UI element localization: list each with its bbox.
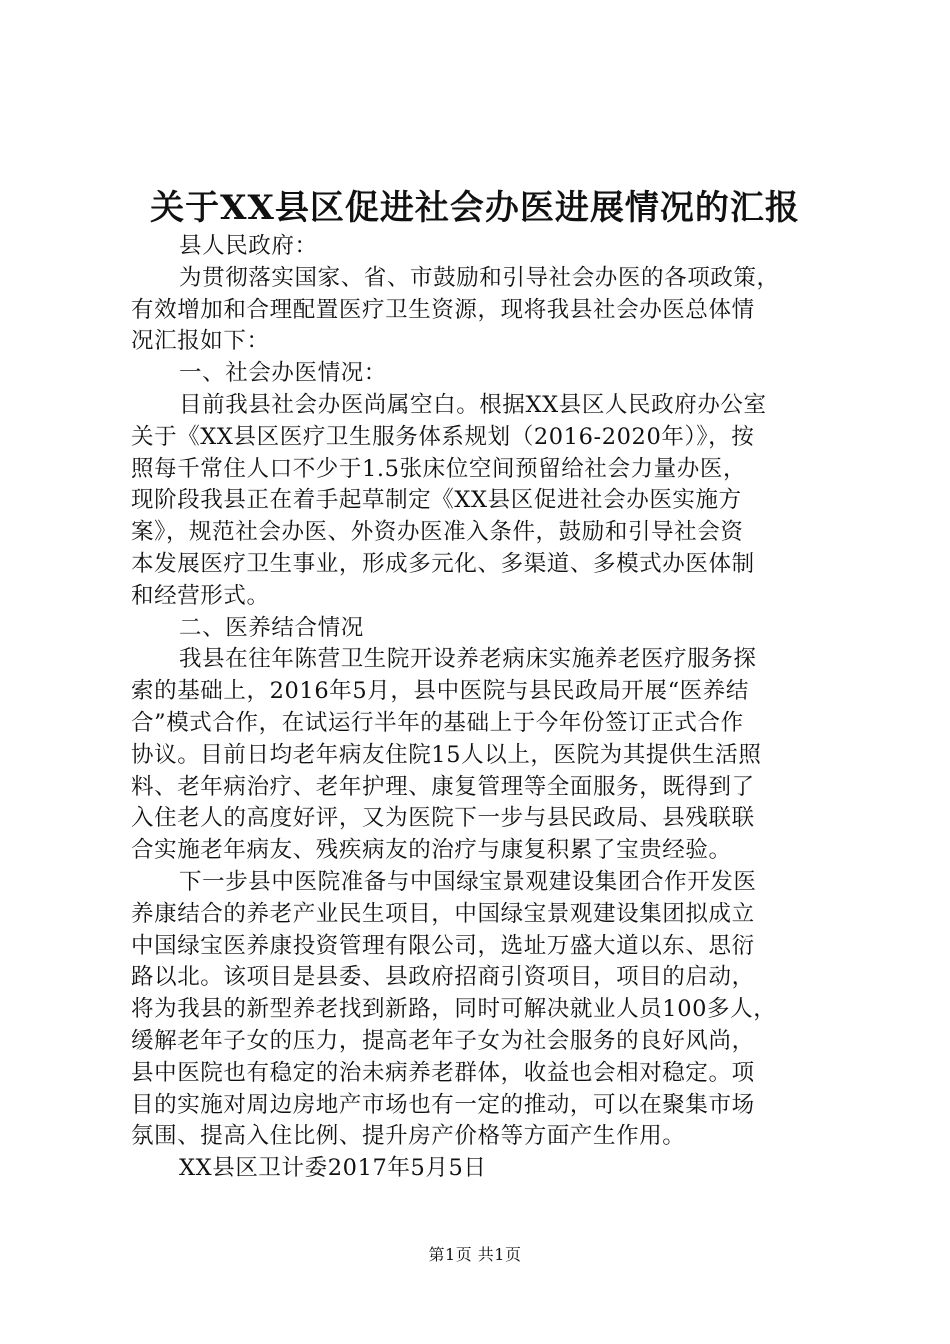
body-line: 养康结合的养老产业民生项目，中国绿宝景观建设集团拟成立	[131, 900, 755, 927]
body-line: 目的实施对周边房地产市场也有一定的推动，可以在聚集市场	[131, 1091, 755, 1118]
body-line: 县人民政府：	[179, 233, 318, 259]
body-line: 合实施老年病友、残疾病友的治疗与康复积累了宝贵经验。	[131, 837, 732, 864]
body-line: 照每千常住人口不少于1.5张床位空间预留给社会力量办医，	[131, 455, 747, 482]
document-body	[131, 231, 843, 1185]
body-line: 关于《XX县区医疗卫生服务体系规划（2016-2020年）》，按	[131, 423, 755, 450]
body-line: 况汇报如下：	[131, 328, 270, 355]
body-line: 我县在往年陈营卫生院开设养老病床实施养老医疗服务探	[179, 646, 757, 673]
document-title: 关于XX县区促进社会办医进展情况的汇报	[150, 188, 800, 228]
body-line: 合”模式合作，在试运行半年的基础上于今年份签订正式合作	[131, 709, 744, 736]
page-footer: 第1页 共1页	[428, 1245, 522, 1264]
body-line: XX县区卫计委2017年5月5日	[179, 1155, 487, 1182]
body-line: 一、社会办医情况：	[179, 360, 387, 387]
body-line: 二、医养结合情况	[179, 614, 364, 641]
body-line: 料、老年病治疗、老年护理、康复管理等全面服务，既得到了	[131, 773, 755, 800]
body-line: 目前我县社会办医尚属空白。根据XX县区人民政府办公室	[179, 391, 767, 418]
body-line: 有效增加和合理配置医疗卫生资源，现将我县社会办医总体情	[131, 296, 755, 323]
body-line: 案》，规范社会办医、外资办医准入条件，鼓励和引导社会资	[131, 519, 744, 546]
body-line: 中国绿宝医养康投资管理有限公司，选址万盛大道以东、思衍	[131, 932, 755, 959]
body-line: 将为我县的新型养老找到新路，同时可解决就业人员100多人，	[131, 996, 777, 1023]
body-line: 下一步县中医院准备与中国绿宝景观建设集团合作开发医	[179, 868, 757, 895]
body-line: 缓解老年子女的压力，提高老年子女为社会服务的良好风尚，	[131, 1027, 755, 1054]
body-line: 路以北。该项目是县委、县政府招商引资项目，项目的启动，	[131, 964, 755, 991]
body-line: 入住老人的高度好评，又为医院下一步与县民政局、县残联联	[131, 805, 755, 832]
body-line: 本发展医疗卫生事业，形成多元化、多渠道、多模式办医体制	[131, 550, 755, 577]
body-line: 协议。目前日均老年病友住院15人以上，医院为其提供生活照	[131, 741, 762, 768]
body-line: 县中医院也有稳定的治未病养老群体，收益也会相对稳定。项	[131, 1059, 755, 1086]
body-line: 和经营形式。	[131, 582, 270, 609]
body-line: 现阶段我县正在着手起草制定《XX县区促进社会办医实施方	[131, 487, 742, 514]
body-line: 索的基础上，2016年5月，县中医院与县民政局开展“医养结	[131, 678, 749, 705]
body-line: 为贯彻落实国家、省、市鼓励和引导社会办医的各项政策，	[179, 264, 780, 291]
body-line: 氛围、提高入住比例、提升房产价格等方面产生作用。	[131, 1123, 686, 1150]
